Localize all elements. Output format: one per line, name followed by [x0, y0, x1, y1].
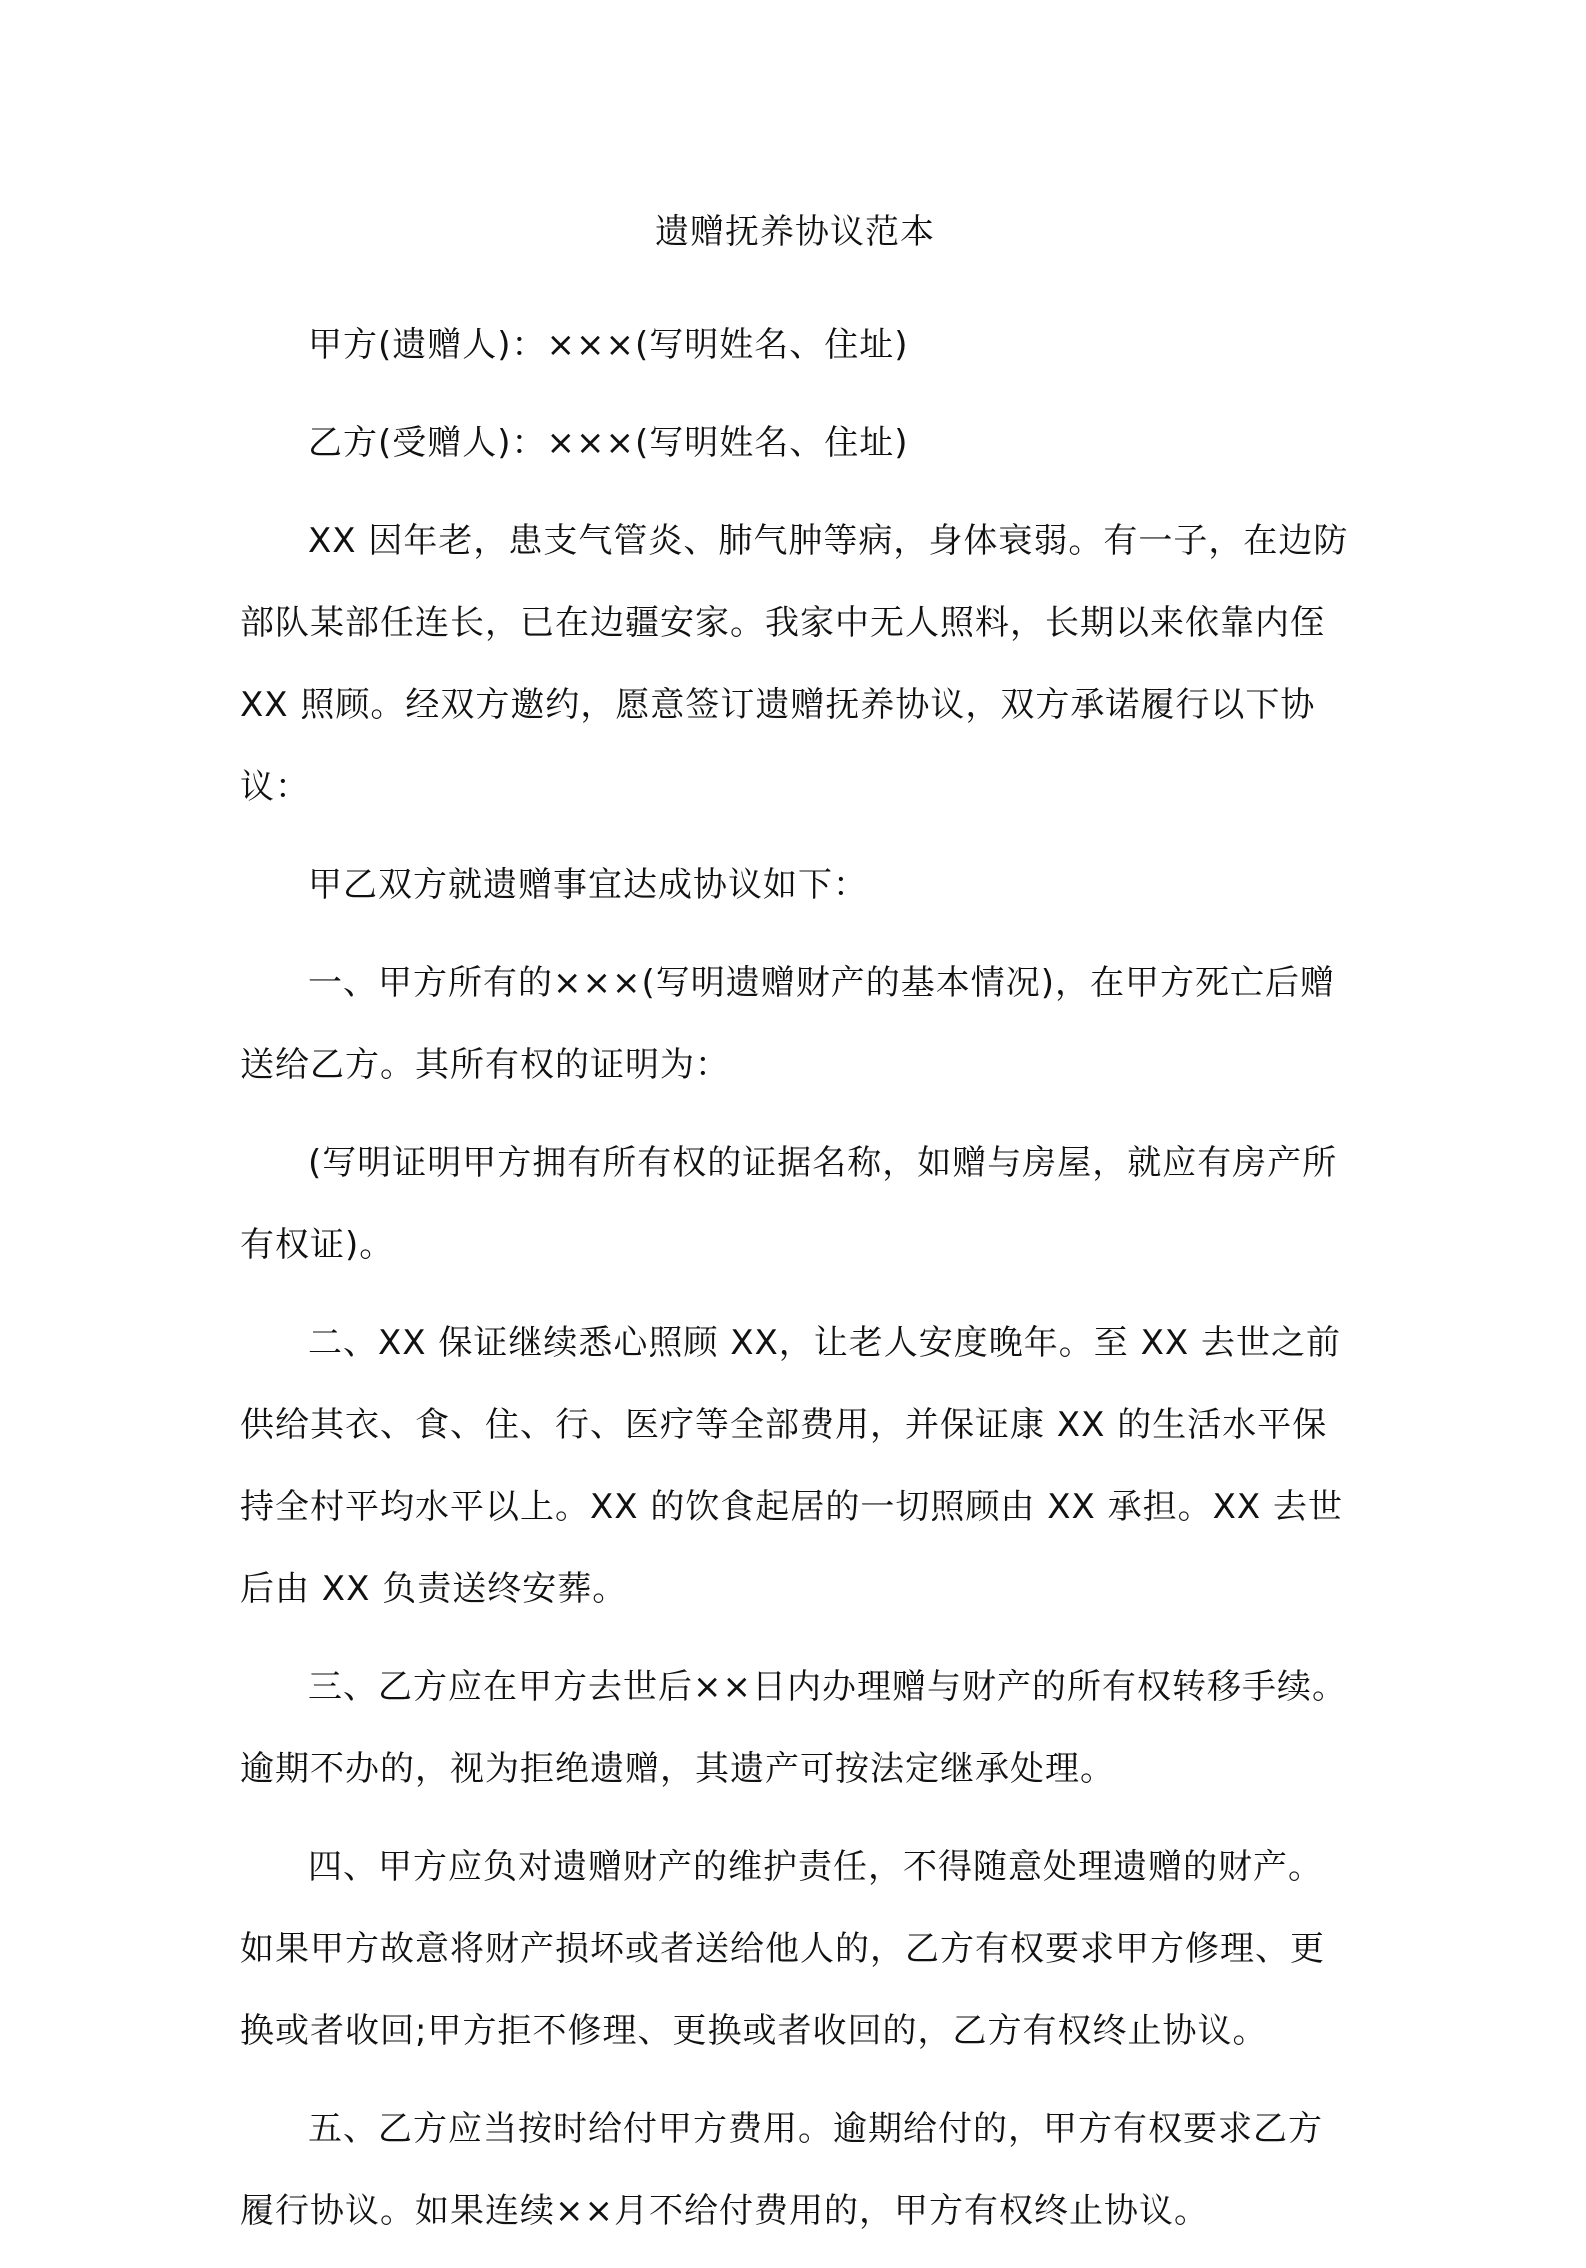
- party-b-line: 乙方(受赠人)：×××(写明姓名、住址): [308, 423, 909, 463]
- clause-3: 三、乙方应在甲方去世后××日内办理赠与财产的所有权转移手续。逾期不办的，视为拒绝遗赠，其遗产可按法定继承处理。: [240, 1667, 1347, 1789]
- clause-4: 四、甲方应负对遗赠财产的维护责任，不得随意处理遗赠的财产。如果甲方故意将财产损坏或者送给他人的，乙方有权要求甲方修理、更换或者收回;甲方拒不修理、更换或者收回的，乙方有权终止协议。: [240, 1847, 1325, 2051]
- document-body: [240, 190, 1350, 2268]
- clause-5: 五、乙方应当按时给付甲方费用。逾期给付的，甲方有权要求乙方履行协议。如果连续××月不给付费用的，甲方有权终止协议。: [240, 2109, 1323, 2231]
- clause-1: 一、甲方所有的×××(写明遗赠财产的基本情况)，在甲方死亡后赠送给乙方。其所有权的证明为：: [240, 963, 1335, 1085]
- party-a-line: 甲方(遗赠人)：×××(写明姓名、住址): [308, 325, 909, 365]
- intro-paragraph: XX 因年老，患支气管炎、肺气肿等病，身体衰弱。有一子，在边防部队某部任连长，已在边疆安家。我家中无人照料，长期以来依靠内侄 XX 照顾。经双方邀约，愿意签订遗赠抚养协议，双方承诺履行以下协议：: [240, 521, 1349, 807]
- document-title: 遗赠抚养协议范本: [655, 212, 935, 252]
- clause-2: 二、XX 保证继续悉心照顾 XX，让老人安度晚年。至 XX 去世之前供给其衣、食、住、行、医疗等全部费用，并保证康 XX 的生活水平保持全村平均水平以上。XX 的饮食起居的一切照顾由 XX 承担。XX 去世后由 XX 负责送终安葬。: [240, 1323, 1343, 1609]
- clause-1-proof: (写明证明甲方拥有所有权的证据名称，如赠与房屋，就应有房产所有权证)。: [240, 1143, 1338, 1265]
- agreement-intro: 甲乙双方就遗赠事宜达成协议如下：: [308, 865, 868, 905]
